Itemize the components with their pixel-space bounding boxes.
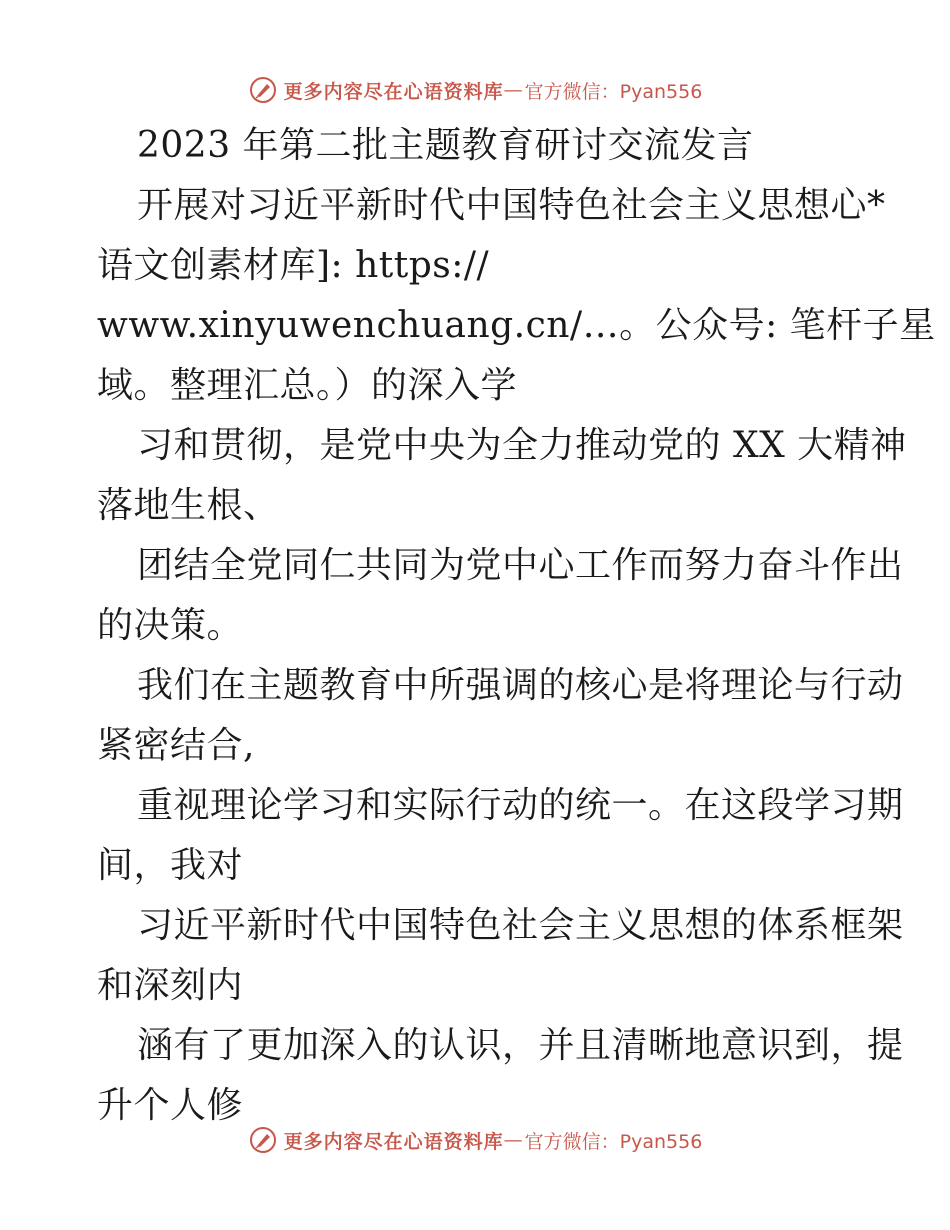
- text-line: 紧密结合,: [97, 725, 255, 766]
- text-line: 重视理论学习和实际行动的统一。在这段学习期: [137, 785, 904, 826]
- banner-contact-text: 官方微信：Pyan556: [524, 1130, 703, 1153]
- banner-contact-text: 官方微信：Pyan556: [524, 80, 703, 103]
- banner-brand-text: 更多内容尽在心语资料库: [283, 1130, 504, 1153]
- text-line: www.xinyuwenchuang.cn/…。公众号: 笔杆子星: [97, 305, 936, 346]
- banner-brand-text: 更多内容尽在心语资料库: [283, 80, 504, 103]
- text-line: 域。整理汇总。）的深入学: [97, 365, 518, 406]
- text-line: 间，我对: [97, 845, 244, 886]
- text-line: 的决策。: [97, 605, 244, 646]
- document-title: 2023 年第二批主题教育研讨交流发言: [137, 125, 754, 166]
- text-line: 语文创素材库]: https://: [97, 245, 490, 286]
- text-line: 习和贯彻，是党中央为全力推动党的 XX 大精神: [137, 425, 907, 466]
- text-line: 落地生根、: [97, 485, 280, 526]
- text-line: 和深刻内: [97, 965, 244, 1006]
- text-line: 涵有了更加深入的认识，并且清晰地意识到，提: [137, 1025, 904, 1066]
- text-line: 升个人修: [97, 1085, 244, 1126]
- header-banner: [0, 70, 950, 110]
- text-line: 我们在主题教育中所强调的核心是将理论与行动: [137, 665, 904, 706]
- text-line: 团结全党同仁共同为党中心工作而努力奋斗作出: [137, 545, 904, 586]
- pen-nib-logo-icon: [248, 1125, 278, 1155]
- text-line: 习近平新时代中国特色社会主义思想的体系框架: [137, 905, 904, 946]
- banner-dash: —: [503, 79, 523, 101]
- text-line: 开展对习近平新时代中国特色社会主义思想心*: [137, 185, 886, 226]
- pen-nib-logo-icon: [248, 75, 278, 105]
- banner-dash: —: [503, 1129, 523, 1151]
- footer-banner: [0, 1120, 950, 1160]
